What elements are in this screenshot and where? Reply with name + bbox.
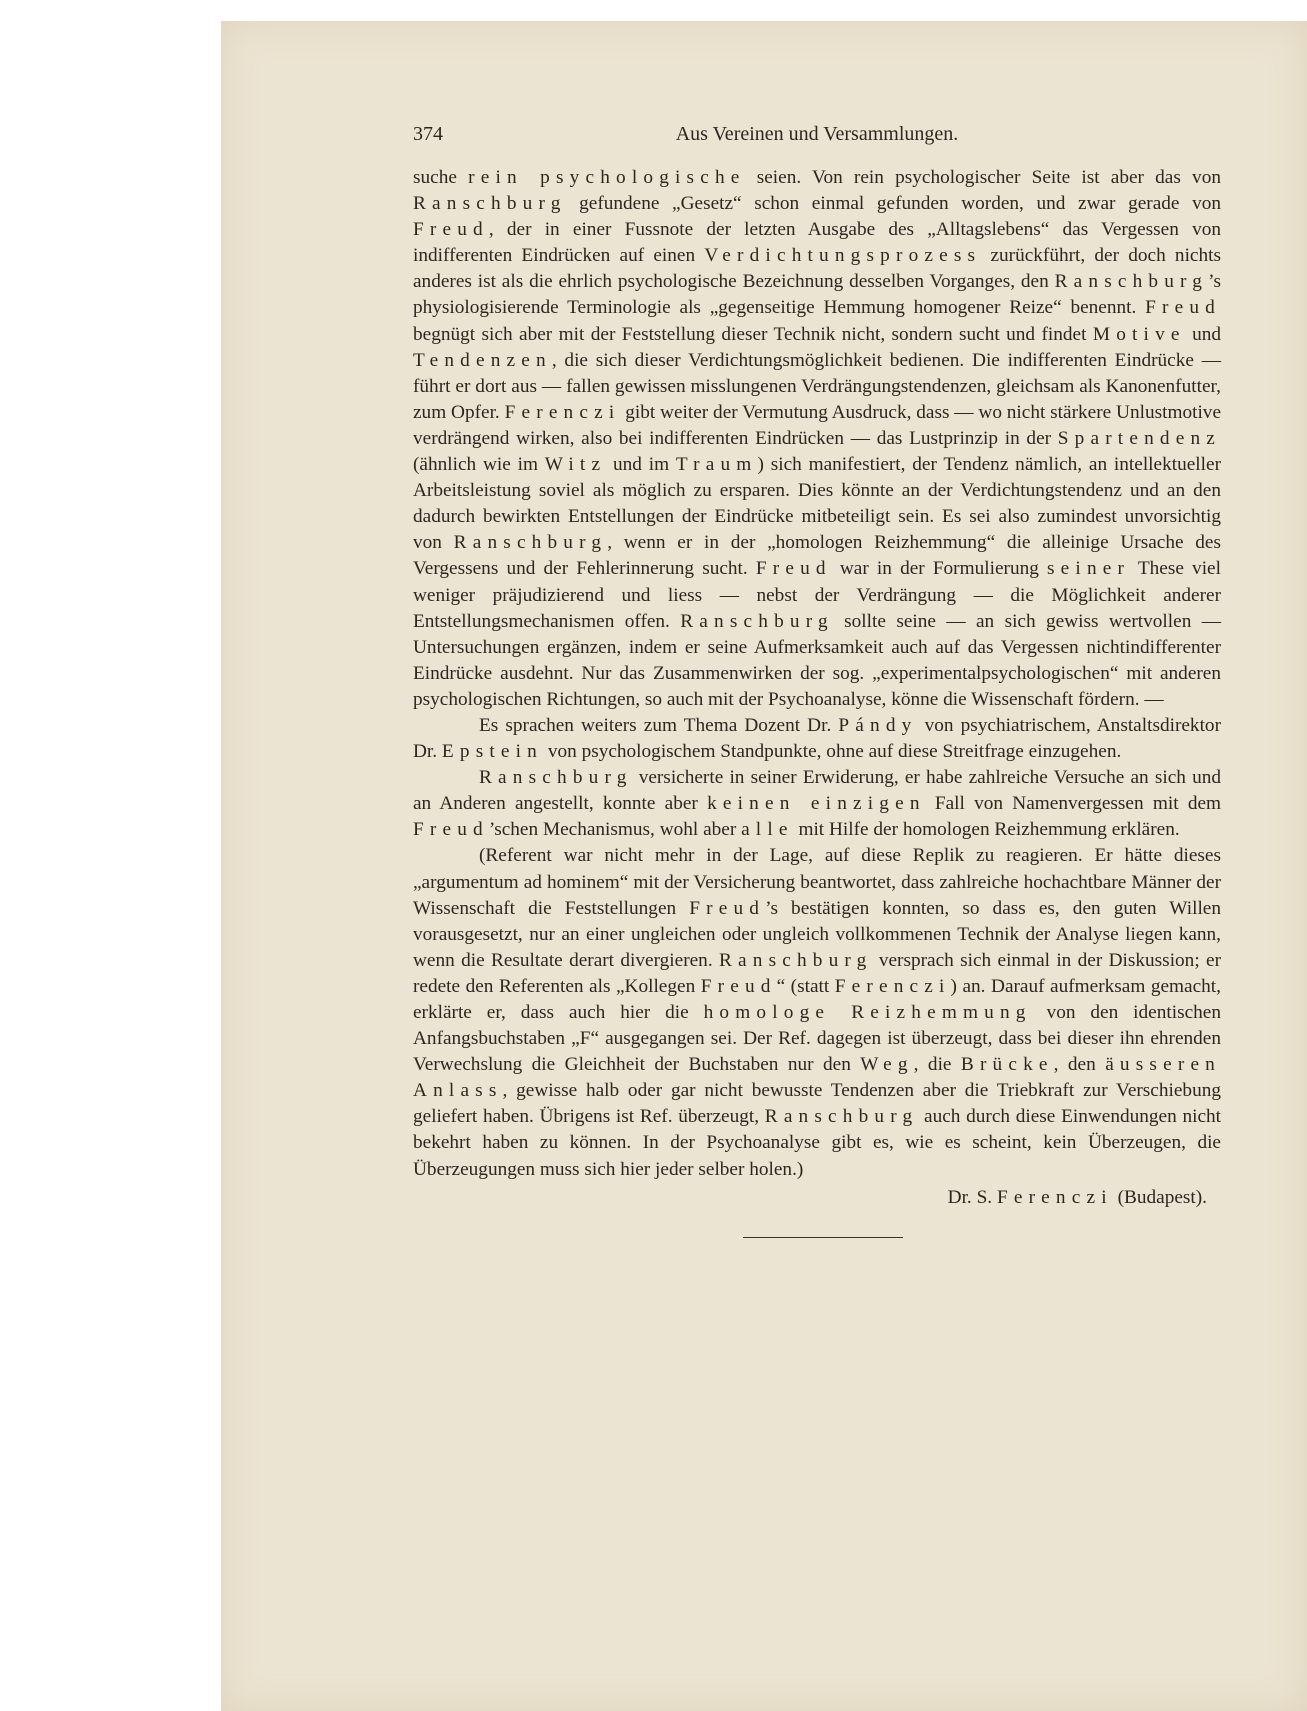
page-content (413, 123, 1221, 1238)
text-run: , den (1053, 1054, 1106, 1076)
text-run: versprach sich einmal in der Diskussion; er redete den Referenten als „Kollegen (413, 949, 1222, 997)
text-run: gibt weiter der Vermutung Ausdruck, dass — wo nicht stärkere Unlustmotive verdrängend wirken, also bei indifferenten Eindrücken — das Lustprinzip in der (413, 401, 1222, 449)
spaced-emphasis: Epstein (441, 741, 543, 763)
text-run: und (1185, 323, 1221, 345)
spaced-emphasis: Ranschburg (479, 767, 633, 789)
text-run: , gewisse halb oder gar nicht bewusste Tendenzen aber die Triebkraft zur Verschiebung geliefert haben. Übrigens ist Ref. überzeugt, (413, 1080, 1221, 1128)
text-run: ’s physiologisierende Terminologie als „gegenseitige Hemmung homogener Reize“ benennt. (413, 271, 1221, 319)
spaced-emphasis: Verdichtungsprozess (704, 245, 982, 267)
spaced-emphasis: rein psychologische (468, 167, 746, 188)
spaced-emphasis: Ranschburg (1054, 271, 1209, 293)
spaced-emphasis: seiner (1047, 558, 1131, 580)
spaced-emphasis: Ranschburg (453, 532, 608, 554)
signature-suffix: (Budapest). (1112, 1186, 1207, 1208)
text-run: auch durch diese Einwendungen nicht bekehrt haben zu können. In der Psychoanalyse gibt es, wie es scheint, kein Überzeugen, die Überzeugungen muss sich hier jeder selber holen.) (413, 1106, 1221, 1180)
text-run: Es sprachen weiters zum Thema Dozent Dr. (479, 714, 839, 736)
signature-name: Ferenczi (996, 1186, 1113, 1208)
spaced-emphasis: alle (741, 819, 794, 841)
spaced-emphasis: Freud (413, 819, 489, 841)
spaced-emphasis: Freud (755, 558, 832, 580)
spaced-emphasis: Ranschburg (680, 610, 834, 632)
text-run: , die sich dieser Verdichtungsmöglichkeit bedienen. Die indifferenten Eindrücke — führt er dort aus — fallen gewissen misslungenen Verdrängungstendenzen, gleichsam als Kanonenfutter, zum Opfer. (413, 349, 1221, 423)
signature-prefix: Dr. S. (947, 1186, 997, 1208)
spaced-emphasis: Weg (860, 1054, 914, 1076)
text-run: , die (913, 1054, 961, 1076)
spaced-emphasis: homologe Reizhemmung (703, 1002, 1032, 1023)
spaced-emphasis: keinen einzigen (707, 793, 926, 815)
spaced-emphasis: Freud (1145, 297, 1221, 319)
paragraph (413, 713, 1221, 765)
paragraph (413, 765, 1221, 843)
text-run: suche (413, 167, 469, 188)
spaced-emphasis: Brücke (960, 1054, 1054, 1076)
text-run: mit Hilfe der homologen Reizhemmung erklären. (793, 819, 1180, 841)
spaced-emphasis: Freud (413, 219, 489, 241)
text-run: (ähnlich wie im (413, 454, 545, 476)
paragraph (413, 165, 1221, 713)
scanned-page (221, 21, 1307, 1711)
spaced-emphasis: Ranschburg (718, 949, 873, 971)
spaced-emphasis: Ranschburg (764, 1106, 919, 1128)
spaced-emphasis: Pándy (838, 714, 918, 736)
signature (413, 1185, 1221, 1211)
spaced-emphasis: Witz (544, 454, 607, 476)
text-run: gefundene „Gesetz“ schon einmal gefunden worden, und zwar gerade von (566, 193, 1221, 215)
running-title: Aus Vereinen und Versammlungen. (675, 123, 959, 145)
text-run: ) an. Darauf aufmerksam gemacht, erklärte er, dass auch hier die (413, 975, 1221, 1023)
spaced-emphasis: Freud (689, 897, 766, 919)
text-run: von psychiatrischem, Anstaltsdirektor Dr. (413, 714, 1221, 763)
text-run: Fall von Namenvergessen mit dem (925, 793, 1222, 815)
text-run: seien. Von rein psychologischer Seite ist aber das von (745, 167, 1221, 188)
text-run: von den identischen Anfangsbuchstaben „F“ ausgegangen sei. Der Ref. dagegen ist überzeugt, dass bei dieser ihn ehrenden Verwechslung die Gleichheit der Buchstaben nur den (413, 1002, 1221, 1076)
spaced-emphasis: Ferenczi (504, 401, 621, 423)
text-run: ’s bestätigen konnten, so dass es, den guten Willen vorausgesetzt, nur an einer ungleichen oder ungleich vollkommenen Technik der Analyse liegen kann, wenn die Resultate derart divergieren. (413, 897, 1221, 971)
text-run: war in der Formulierung (831, 558, 1047, 580)
text-run: “ (statt (776, 975, 835, 997)
spaced-emphasis: Ferenczi (834, 975, 951, 997)
spaced-emphasis: Spartendenz (1057, 427, 1221, 449)
text-run: , wenn er in der „homologen Reizhemmung“ die alleinige Ursache des Vergessens und der Fehlerinnerung sucht. (413, 532, 1221, 580)
text-run: ) sich manifestiert, der Tendenz nämlich, an intellektueller Arbeitsleistung soviel als möglich zu ersparen. Dies könnte an der Verdichtungstendenz und an den dadurch bewirkten Entstellungen der Eindrücke mitbeteiligt sein. Es sei also zumindest unvorsichtig von (413, 454, 1221, 554)
body-text (413, 165, 1221, 1183)
spaced-emphasis: Ranschburg (413, 193, 567, 215)
text-run: begnügt sich aber mit der Feststellung dieser Technik nicht, sondern sucht und findet (413, 323, 1093, 345)
text-run: ’schen Mechanismus, wohl aber (488, 819, 742, 841)
spaced-emphasis: äusseren Anlass (413, 1054, 1221, 1102)
page-number: 374 (413, 123, 443, 145)
text-run: (Referent war nicht mehr in der Lage, auf diese Replik zu reagieren. Er hätte dieses „argumentum ad hominem“ mit der Versicherung beantwortet, dass zahlreiche hochachtbare Männer der Wissenschaft die Feststellungen (413, 845, 1221, 919)
text-run: und im (606, 454, 676, 476)
text-run: versicherte in seiner Erwiderung, er habe zahlreiche Versuche an sich und an Anderen angestellt, konnte aber (413, 767, 1221, 815)
spaced-emphasis: Traum (675, 454, 758, 476)
closing-rule (743, 1237, 903, 1238)
text-run: , der in einer Fussnote der letzten Ausgabe des „Alltagslebens“ das Vergessen von indifferenten Eindrücken auf einen (413, 219, 1221, 267)
text-run: sollte seine — an sich gewiss wertvollen — Untersuchungen ergänzen, indem er seine Aufmerksamkeit auch auf das Vergessen nichtindifferenter Eindrücke ausdehnt. Nur das Zusammenwirken der sog. „experimentalpsychologischen“ mit anderen psychologischen Richtungen, so auch mit der Psychoanalyse, könne die Wissenschaft fördern. — (413, 610, 1221, 710)
running-header (413, 123, 1221, 157)
spaced-emphasis: Freud (700, 975, 777, 997)
text-run: von psychologischem Standpunkte, ohne auf diese Streitfrage einzugehen. (543, 741, 1122, 763)
spaced-emphasis: Motive (1092, 323, 1186, 345)
text-run: zurückführt, der doch nichts anderes ist als die ehrlich psychologische Bezeichnung desselben Vorganges, den (413, 245, 1221, 293)
spaced-emphasis: Tendenzen (413, 349, 552, 371)
text-run: These viel weniger präjudizierend und liess — nebst der Verdrängung — die Möglichkeit anderer Entstellungsmechanismen offen. (413, 558, 1221, 632)
paragraph (413, 843, 1221, 1182)
